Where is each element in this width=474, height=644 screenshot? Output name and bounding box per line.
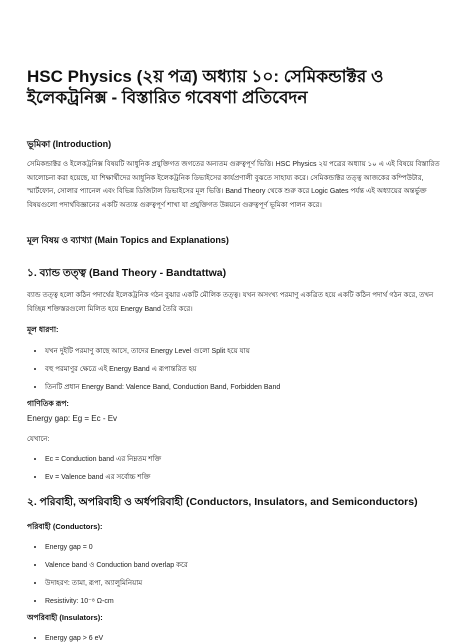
list-item: • তিনটি প্রধান Energy Band: Valence Band, Conduction Band, Forbidden Band — [45, 381, 450, 393]
key-concepts-label: মূল ধারণা: — [27, 325, 59, 334]
conductors-section-heading: ২. পরিবাহী, অপরিবাহী ও অর্ধপরিবাহী (Conductors, Insulators, and Semiconductors) — [27, 495, 418, 508]
insulators-list — [27, 632, 450, 644]
document-title: HSC Physics (২য় পত্র) অধ্যায় ১০: সেমিকন্ডাক্টর ও ইলেকট্রনিক্স - বিস্তারিত গবেষণা প্রতিবেদন — [27, 67, 384, 107]
list-item: • Resistivity: 10⁻⁸ Ω-cm — [45, 595, 450, 607]
where-label: যেখানে: — [27, 436, 50, 443]
key-concepts-list — [27, 345, 450, 393]
conductors-list — [27, 541, 450, 607]
band-theory-heading: ১. ব্যান্ড তত্ত্ব (Band Theory - Bandtattwa) — [27, 267, 227, 279]
band-theory-paragraph: ব্যান্ড তত্ত্ব হলো কঠিন পদার্থের ইলেকট্রনিক গঠন বুঝার একটি মৌলিক তত্ত্ব। যখন অসংখ্য পরমাণু একত্রিত হয়ে একটি কঠিন পদার্থ গঠন করে, তখন বিচ্ছিন্ন শক্তিস্তরগুলো মিলিত হয়ে Energy Band তৈরি করে। — [27, 292, 434, 313]
where-list — [27, 453, 450, 483]
insulators-label: অপরিবাহী (Insulators): — [27, 612, 103, 622]
list-item: • বহু পরমাণুর ক্ষেত্রে এই Energy Band এ রূপান্তরিত হয় — [45, 363, 450, 375]
main-topics-heading: মূল বিষয় ও ব্যাখ্যা (Main Topics and Explanations) — [27, 235, 229, 245]
list-item: • যখন দুইটি পরমাণু কাছে আসে, তাদের Energy Level গুলো Split হয়ে যায় — [45, 345, 450, 357]
list-item: • Valence band ও Conduction band overlap করে — [45, 559, 450, 571]
energy-gap-formula: Energy gap: Eg = Ec - Ev — [27, 414, 118, 423]
list-item: • Energy gap = 0 — [45, 541, 450, 553]
math-form-label: গাণিতিক রূপ: — [27, 399, 69, 408]
intro-paragraph: সেমিকন্ডাক্টর ও ইলেকট্রনিক্স বিষয়টি আধুনিক প্রযুক্তিগত জগতের অন্যতম গুরুত্বপূর্ণ ভিত্তি। HSC Physics ২য় পত্রের অধ্যায় ১০ এ এই বিষয়ে বিস্তারিত আলোচনা করা হয়েছে, যা শিক্ষার্থীদের আধুনিক ইলেকট্রনিক ডিভাইসের কার্যপ্রণালী বুঝতে সাহায্য করে। সেমিকন্ডাক্টর তত্ত্ব আজকের কম্পিউটার, স্মার্টফোন, সোলার প্যানেল এবং বিভিন্ন ডিজিটাল ডিভাইসের মূল ভিত্তি। Band Theory থেকে শুরু করে Logic Gates পর্যন্ত এই অধ্যায়ের অন্তর্ভুক্ত বিষয়গুলো পদার্থবিজ্ঞানের একটি অত্যন্ত গুরুত্বপূর্ণ শাখা যা প্রযুক্তিগত উন্নয়নে গুরুত্বপূর্ণ ভূমিকা পালন করে। — [27, 161, 440, 209]
list-item: • Ec = Conduction band এর নিম্নতম শক্তি — [45, 453, 450, 465]
list-item: • Ev = Valence band এর সর্বোচ্চ শক্তি — [45, 471, 450, 483]
intro-heading: ভূমিকা (Introduction) — [27, 139, 112, 149]
list-item: • উদাহরণ: তামা, রূপা, অ্যালুমিনিয়াম — [45, 577, 450, 589]
list-item: • Energy gap > 6 eV — [45, 632, 450, 644]
conductors-label: পরিবাহী (Conductors): — [27, 521, 103, 531]
